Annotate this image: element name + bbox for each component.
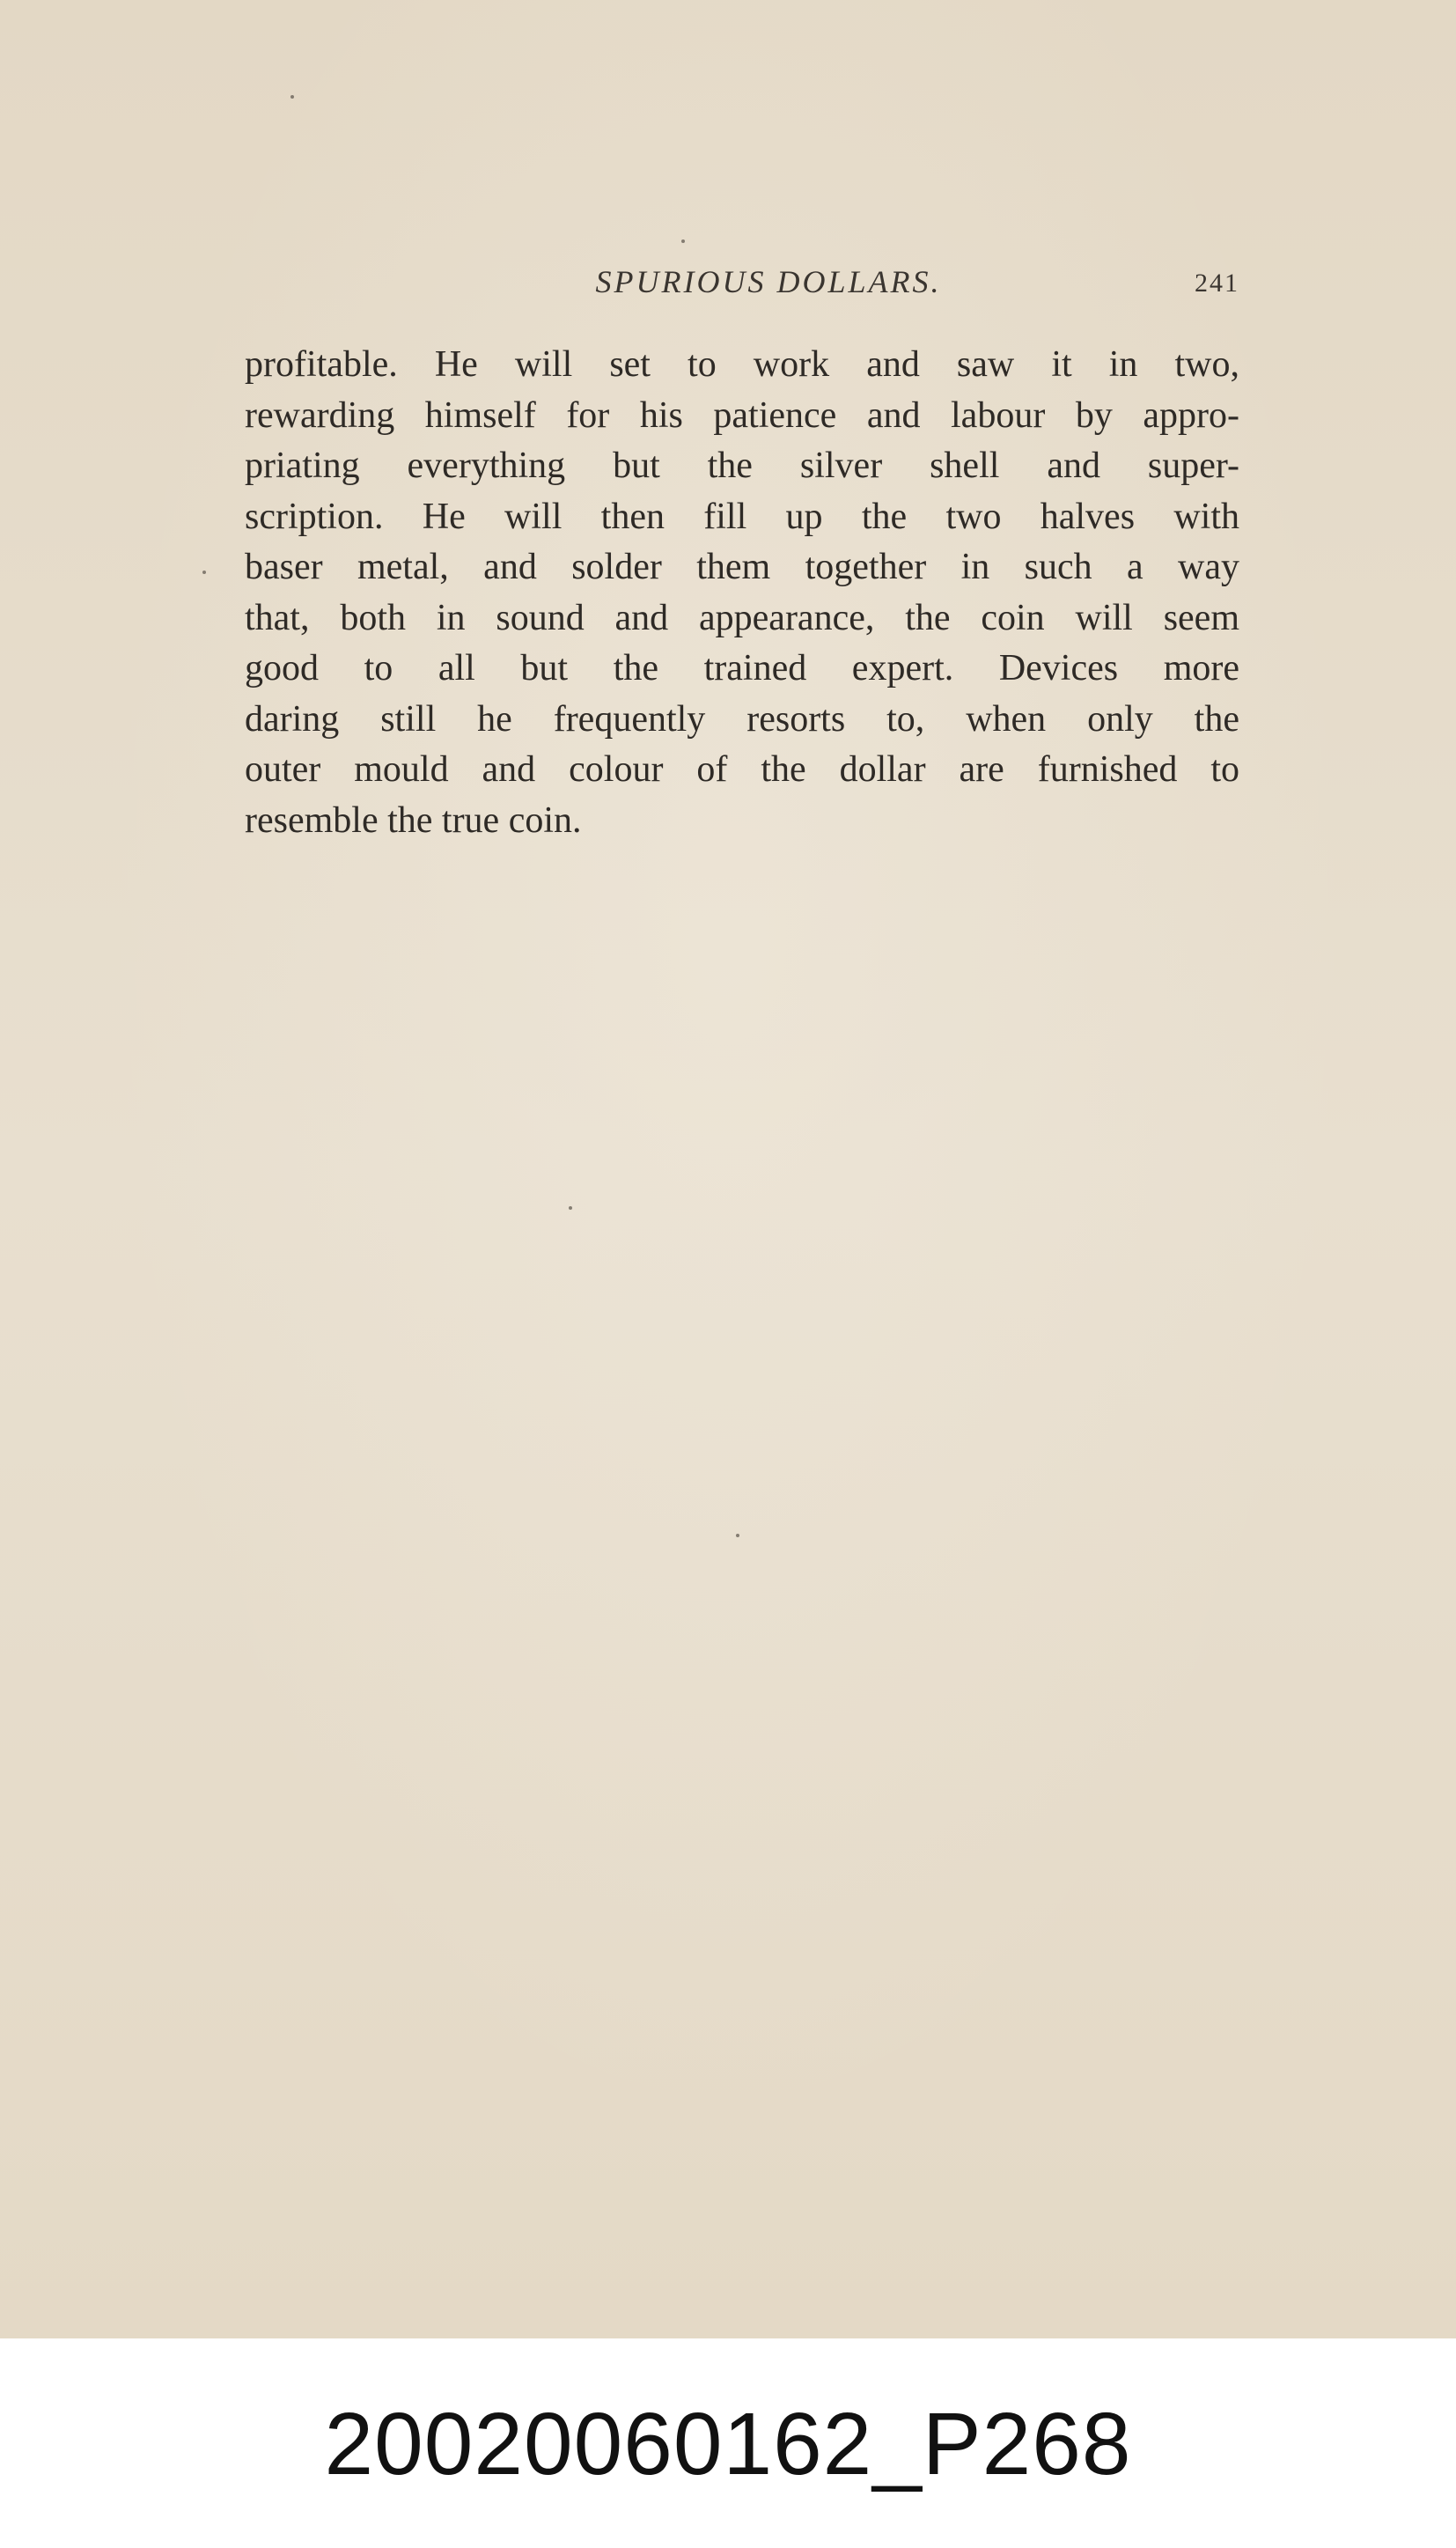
text-line: rewarding himself for his patience and labour by appro- (245, 394, 1239, 436)
text-line: that, both in sound and appearance, the coin will seem (245, 597, 1239, 638)
paper-speck (202, 571, 206, 574)
text-line: outer mould and colour of the dollar are furnished to (245, 749, 1239, 790)
body-paragraph (245, 340, 1239, 846)
running-head (245, 261, 1239, 305)
text-line: resemble the true coin. (245, 799, 582, 841)
running-title: SPURIOUS DOLLARS. (595, 264, 942, 299)
text-line: scription. He will then fill up the two halves with (245, 496, 1239, 537)
page-number: 241 (1195, 269, 1239, 298)
image-identifier-caption: 20020060162_P268 (324, 2395, 1132, 2493)
text-line: good to all but the trained expert. Devices more (245, 648, 1239, 689)
paper-speck (569, 1206, 572, 1210)
paper-speck (736, 1534, 739, 1537)
caption-area (0, 2338, 1456, 2548)
text-line: profitable. He will set to work and saw it in two, (245, 344, 1239, 385)
text-line: daring still he frequently resorts to, when only the (245, 698, 1239, 740)
text-line: priating everything but the silver shell and super- (245, 446, 1239, 486)
paper-speck (290, 95, 294, 99)
paper-speck (681, 239, 685, 243)
text-line: baser metal, and solder them together in such a way (245, 547, 1239, 587)
